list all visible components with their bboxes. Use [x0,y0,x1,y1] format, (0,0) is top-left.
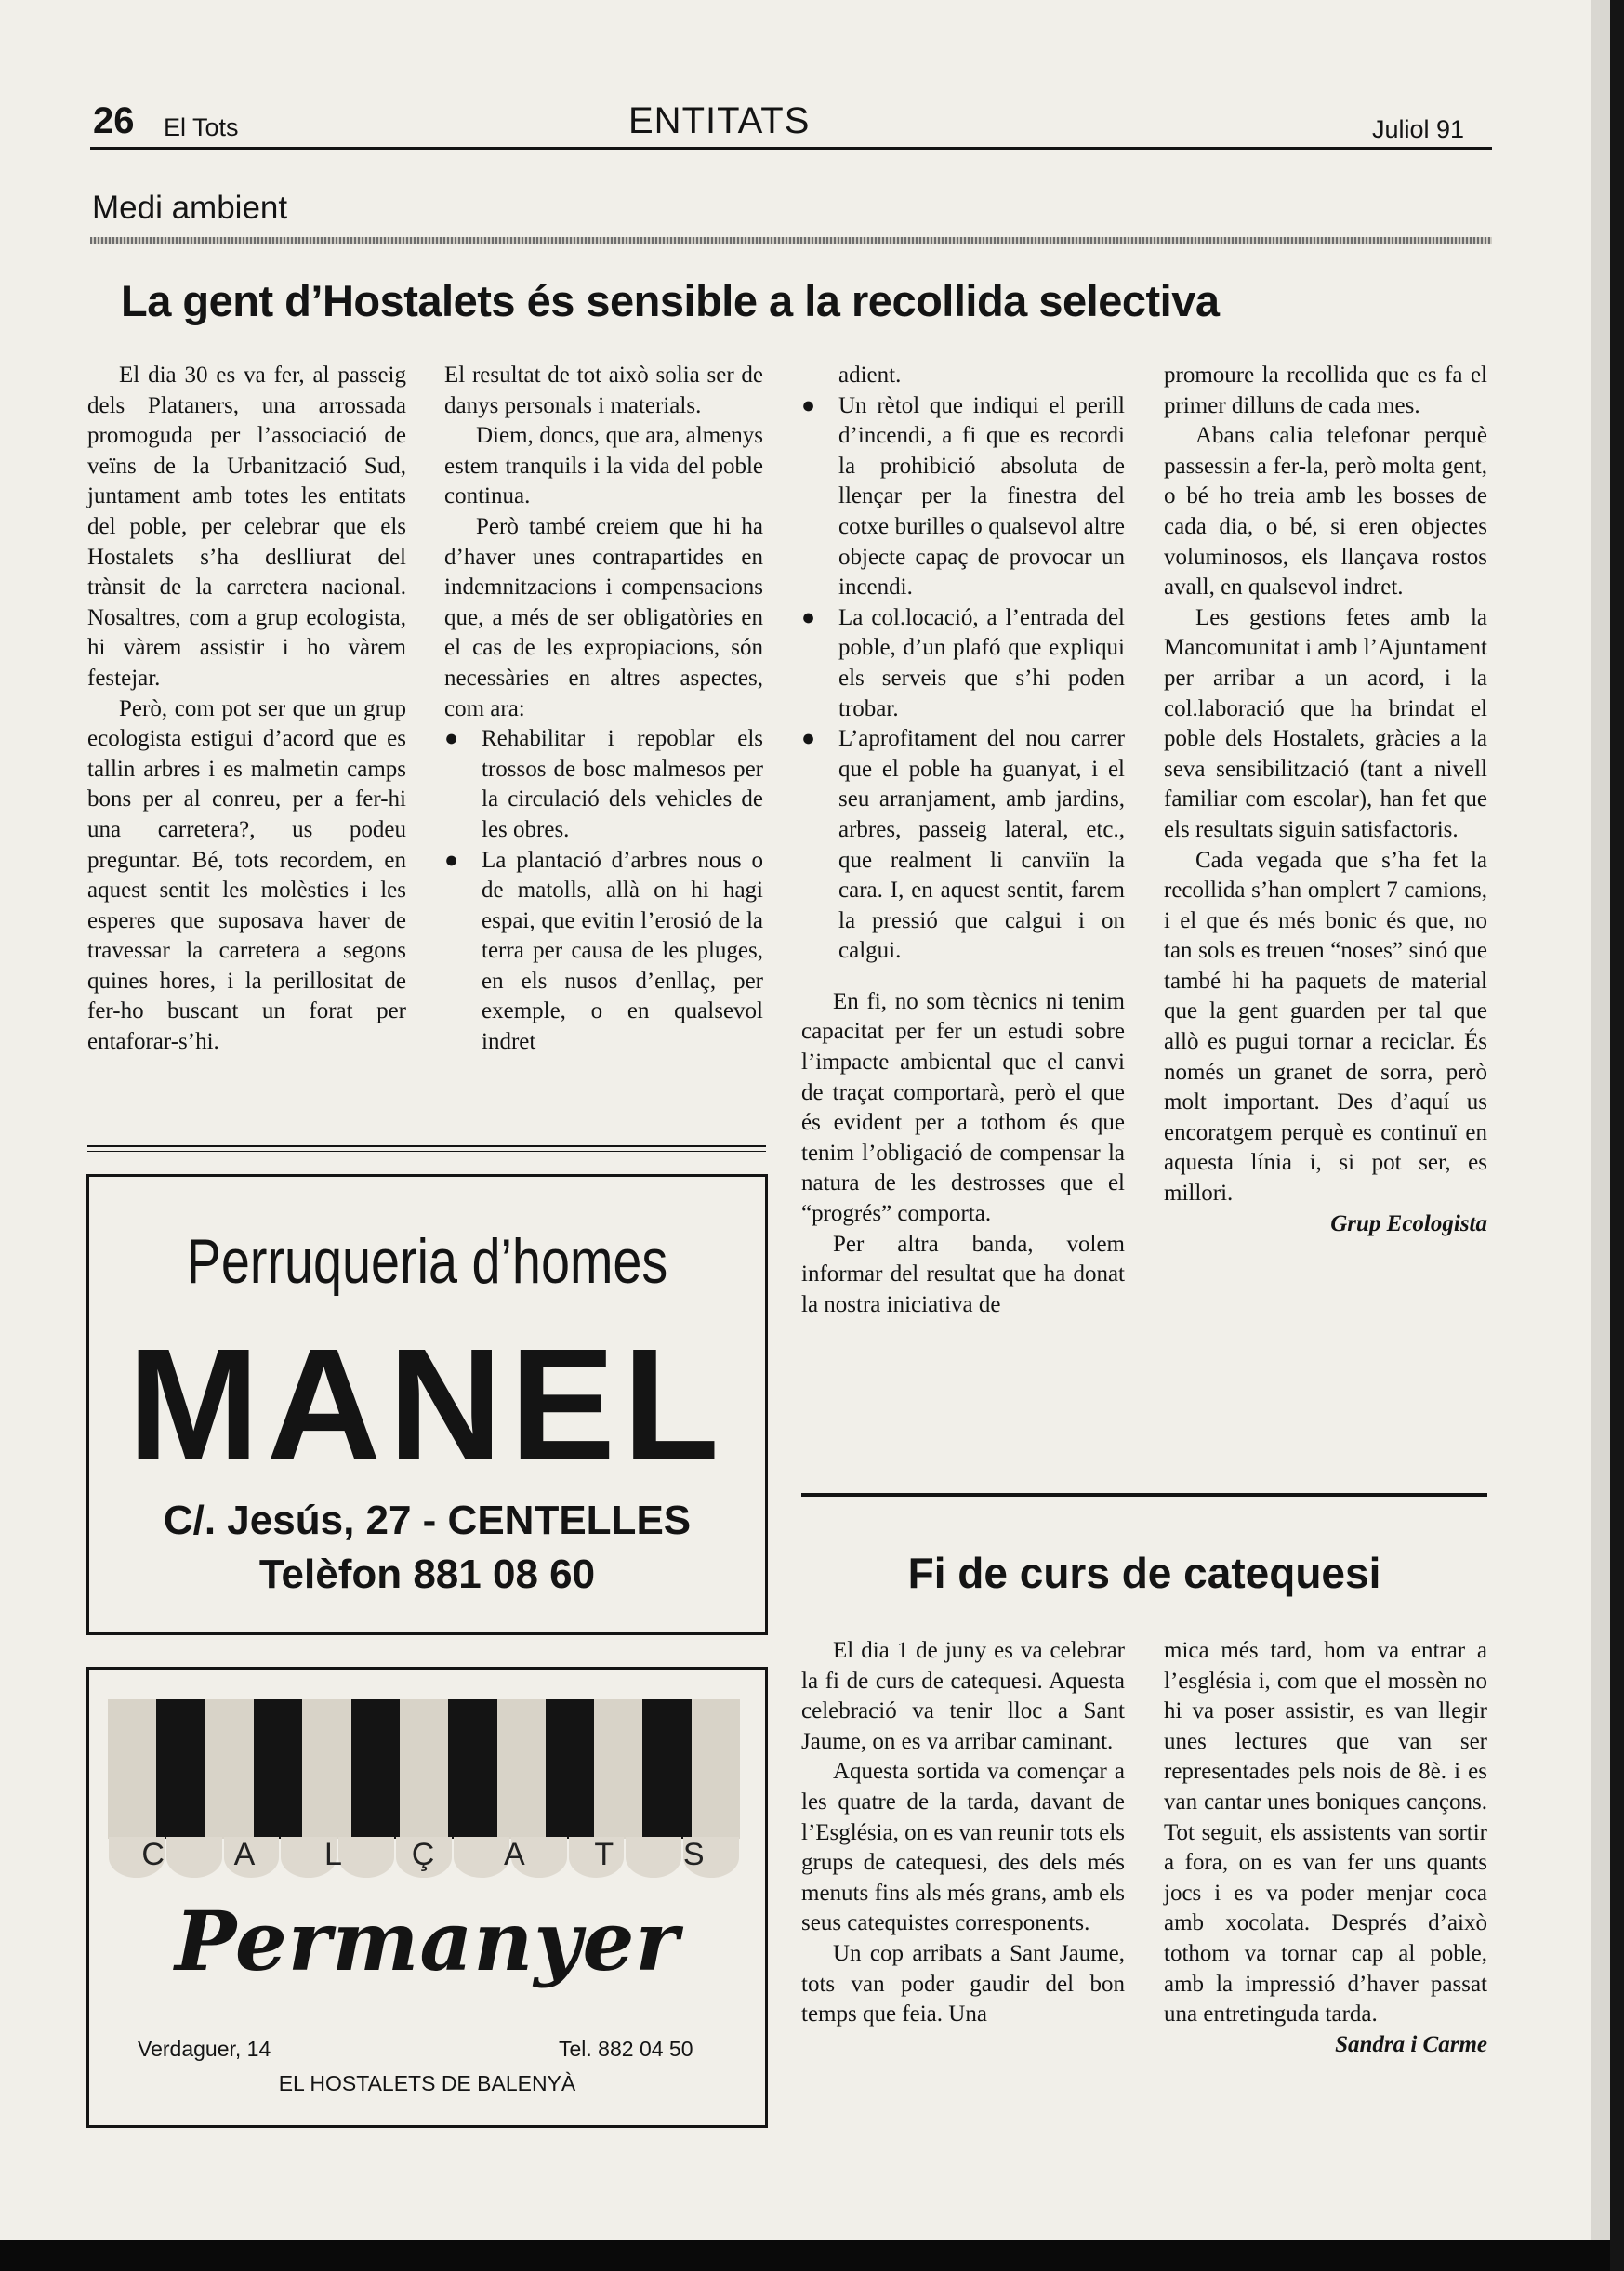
paragraph: El dia 1 de juny es va celebrar la fi de curs de catequesi. Aquesta celebració va tenir lloc a Sant Jaume, on es va arribar caminant. [801,1638,1125,1754]
barber-advertisement [86,1174,768,1635]
column-rule [87,1151,766,1152]
ad-headline: Perruqueria d’homes [186,1226,668,1297]
article-signature: Grup Ecologista [1330,1210,1487,1236]
awning-stripes [108,1699,740,1839]
bullet-item: ● L’aprofitament del nou carrer que el poble ha guanyat, i el seu arranjament, amb jardins, arbres, passeig lateral, etc., que realment li canviïn la cara. I, en aquest sentit, farem la pressió que calgui i on calgui. [801,726,1125,964]
ad-phone: Tel. 882 04 50 [559,2037,693,2061]
article-title: La gent d’Hostalets és sensible a la recollida selectiva [121,276,1220,325]
bullet-icon: ● [801,726,816,752]
article-column-2 [444,361,763,1058]
paragraph: El resultat de tot això solia ser de danys personals i materials. [444,363,763,418]
paragraph: Diem, doncs, que ara, almenys estem tranquils i la vida del poble continua. [444,423,763,509]
bullet-icon: ● [801,392,816,418]
article-signature: Sandra i Carme [1335,2031,1487,2057]
paragraph: Abans calia telefonar perquè passessin a fer-la, però molta gent, o bé ho treia amb les bosses de cada dia, o bé, si eren objectes voluminosos, els llançava rostos avall, en qualsevol indret. [1164,423,1487,601]
paragraph: adient. [838,363,902,388]
paragraph: promoure la recollida que es fa el primer dilluns de cada mes. [1164,363,1487,418]
bullet-item: ● La plantació d’arbres nous o de matolls, allà on hi hagi espai, que evitin l’erosió de la terra per causa de les pluges, en els nusos d’enllaç, per exemple, o en qualsevol indret [444,847,763,1055]
article-column-2 [1164,1636,1487,2060]
page-edge [1591,0,1610,2240]
paragraph: Però també creiem que hi ha d’haver unes contrapartides en indemnitzacions i compensacions que, a més de ser obligatòries en el cas de les expropiacions, són necessàries en altres aspectes, com ara: [444,513,763,721]
article-column-1 [87,361,406,1058]
paragraph: El dia 30 es va fer, al passeig dels Plataners, una arrossada promoguda per l’associació de veïns de la Urbanització Sud, juntament amb totes les entitats del poble, per celebrar que els Hostalets s’ha deslliurat del trànsit de la carretera nacional. Nosaltres, com a grup ecologista, hi vàrem assistir i ho vàrem festejar. [87,363,406,691]
header-rule [90,147,1492,150]
paragraph: Cada vegada que s’ha fet la recollida s’han omplert 7 camions, i el que és més bonic és que, no tan sols es treuen “noses” sinó que també hi ha paquets de material que la gent guarden per tal que allò es pugui tornar a reciclar. És només un granet de sorra, però molt important. Des d’aquí us encoratgem perquè es continuï en aquesta línia i, si pot ser, es millori. [1164,847,1487,1207]
ad-street: Verdaguer, 14 [138,2037,271,2061]
ad-town: EL HOSTALETS DE BALENYÀ [278,2071,576,2095]
bullet-item: ● Un rètol que indiqui el perill d’incendi, a fi que es recordi la prohibició absoluta de llençar per la finestra del cotxe burilles o qualsevol altre objecte capaç de provocar un incendi. [801,392,1125,601]
article-column-4 [1164,361,1487,1239]
scan-border [1610,0,1624,2271]
column-rule [87,1145,766,1147]
ad-address: C/. Jesús, 27 - CENTELLES [163,1498,692,1543]
paragraph: En fi, no som tècnics ni tenim capacitat per fer un estudi sobre l’impacte ambiental que el canvi de traçat comportarà, però el que és evident per a tothom és que tenim l’obligació de compensar la natura de les destrosses que el “progrés” comporta. [801,988,1125,1227]
ad-phone: Telèfon 881 08 60 [258,1551,596,1597]
shoe-store-advertisement [86,1667,768,2128]
bullet-icon: ● [444,847,459,873]
dotted-rule [90,237,1492,244]
article-title: Fi de curs de catequesi [907,1549,1381,1597]
paragraph: mica més tard, hom va entrar a l’església i, com que el mossèn no hi va poser assistir, es van llegir unes lectures que van ser representades pels nois de 8è. i es van cantar unes boniques cançons. Tot seguit, els assistents van sortir a fora, on es van fer uns quants jocs i es va poder menjar coca amb xocolata. Després d’això tothom va tornar cap al poble, amb la impressió d’haver passat una entretinguda tarda. [1164,1638,1487,2027]
ad-brand-logo: Permanyer [175,1893,680,1989]
ad-business-name: MANEL [127,1316,727,1493]
article-divider [801,1493,1487,1497]
paragraph: Les gestions fetes amb la Mancomunitat i amb l’Ajuntament per arribar a un acord, i la col.laboració que ha brindat el poble dels Hostalets, gràcies a la seva sensibilització (tant a nivell familiar com escolar), han fet que els resultats siguin satisfactoris. [1164,604,1487,842]
paragraph: Un cop arribats a Sant Jaume, tots van poder gaudir del bon temps que feia. Una [801,1940,1125,2027]
paragraph: Però, com pot ser que un grup ecologista estigui d’acord que es tallin arbres i es malmetin camps bons per al conreu, per a fer-hi una carretera?, us podeu preguntar. Bé, tots recordem, en aquest sentit les molèsties i les esperes que suposava haver de travessar la carretera a segons quines hores, i la perillositat de fer-ho buscant un forat per entaforar-s’hi. [87,695,406,1055]
bullet-item: ● La col.locació, a l’entrada del poble, d’un plafó que expliqui els serveis que s’hi poden trobar. [801,604,1125,721]
bullet-icon: ● [801,604,816,630]
bullet-icon: ● [444,726,459,752]
subsection-label: Medi ambient [92,190,288,226]
article-column-1 [801,1636,1125,2030]
paragraph: Per altra banda, volem informar del resultat que ha donat la nostra iniciativa de [801,1231,1125,1317]
paragraph: Aquesta sortida va començar a les quatre de la tarda, davant de l’Església, on es van reunir tots els grups de catequesi, des dels més menuts fins als més grans, amb els seus catequistes corresponents. [801,1759,1125,1936]
magazine-name: El Tots [164,113,239,141]
awning-lettering: C A L Ç A T S [141,1837,706,1872]
issue-date: Juliol 91 [1372,115,1465,143]
bullet-item: ● Rehabilitar i repoblar els trossos de bosc malmesos per la circulació dels vehicles de les obres. [444,726,763,842]
section-title: ENTITATS [628,100,811,141]
article-column-3 [801,361,1125,1320]
page-number: 26 [93,100,135,141]
